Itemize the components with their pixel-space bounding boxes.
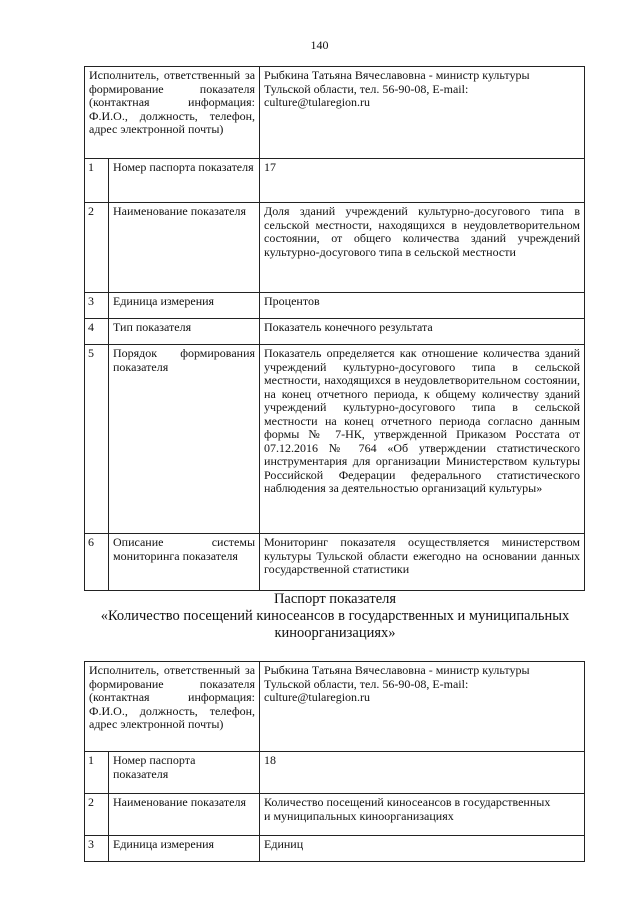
executor-line: Тульской области, тел. 56-90-08, E-mail: (264, 81, 469, 96)
executor-line: Рыбкина Татьяна Вячеславовна - министр культуры (264, 663, 530, 677)
executor-label: Исполнитель, ответственный за формирование показателя (контактная информация: Ф.И.О., должность, телефон, адрес электронной почты) (85, 662, 260, 752)
executor-line: Рыбкина Татьяна Вячеславовна - министр культуры (264, 68, 530, 82)
executor-label: Исполнитель, ответственный за формирование показателя (контактная информация: Ф.И.О., должность, телефон, адрес электронной почты) (85, 67, 260, 159)
row-number: 1 (85, 752, 109, 794)
row-number: 3 (85, 293, 109, 319)
passport-table-17 (84, 66, 585, 591)
row-number: 3 (85, 836, 109, 862)
executor-value (260, 662, 585, 752)
row-value: 18 (260, 752, 585, 794)
page-number: 140 (310, 38, 329, 52)
row-label: Единица измерения (109, 293, 260, 319)
row-label (109, 752, 260, 794)
row-value-line: Количество посещений киносеансов в государственных (264, 795, 551, 809)
row-value (260, 794, 585, 836)
table-row (85, 67, 585, 159)
executor-line: culture@tularegion.ru (264, 95, 371, 109)
row-value: 17 (260, 159, 585, 203)
row-value-line: и муниципальных киноорганизациях (264, 808, 454, 823)
row-value: Показатель конечного результата (260, 319, 585, 345)
table-row (85, 836, 585, 862)
row-number: 4 (85, 319, 109, 345)
table-row (85, 794, 585, 836)
executor-value (260, 67, 585, 159)
row-value: Показатель определяется как отношение количества зданий учреждений культурно-досугового типа в сельской местности, находящихся в неудовлетворительном состоянии, на конец отчетного периода, к общему количеству зданий учреждений культурно-досугового типа в сельской местности на конец отчетного периода согласно данным формы № 7-НК, утвержденной Приказом Росстата от 07.12.2016 № 764 «Об утверждении статистического инструментария для организации Министерством культуры Российской Федерации федерального статистического наблюдения за деятельностью организаций культуры» (260, 345, 585, 534)
passport-title-line: киноорганизациях» (274, 625, 396, 641)
table-row (85, 159, 585, 203)
row-number: 6 (85, 534, 109, 591)
row-number: 5 (85, 345, 109, 534)
row-number: 2 (85, 794, 109, 836)
row-number: 1 (85, 159, 109, 203)
table-row (85, 293, 585, 319)
row-value: Единиц (260, 836, 585, 862)
row-value: Мониторинг показателя осуществляется министерством культуры Тульской области ежегодно на основании данных государственной статистики (260, 534, 585, 591)
row-label-line: показателя (113, 766, 169, 781)
table-row (85, 203, 585, 293)
row-label: Наименование показателя (109, 794, 260, 836)
table-row (85, 345, 585, 534)
row-number: 2 (85, 203, 109, 293)
table-row (85, 752, 585, 794)
row-label: Наименование показателя (109, 203, 260, 293)
row-label: Описание системы мониторинга показателя (109, 534, 260, 591)
row-label: Единица измерения (109, 836, 260, 862)
passport-title (70, 591, 600, 642)
row-label-line: Номер паспорта (113, 753, 196, 767)
row-label: Тип показателя (109, 319, 260, 345)
table-row (85, 662, 585, 752)
row-value: Доля зданий учреждений культурно-досугового типа в сельской местности, находящихся в неудовлетворительном состоянии, от общего количества зданий учреждений культурно-досугового типа в сельской местности (260, 203, 585, 293)
executor-line: Тульской области, тел. 56-90-08, E-mail: (264, 676, 469, 691)
executor-line: culture@tularegion.ru (264, 690, 371, 704)
row-label: Порядок формирования показателя (109, 345, 260, 534)
table-row (85, 319, 585, 345)
passport-title-line: Паспорт показателя (273, 591, 397, 607)
table-row (85, 534, 585, 591)
passport-table-18 (84, 661, 585, 862)
row-value: Процентов (260, 293, 585, 319)
passport-title-line: «Количество посещений киносеансов в государственных и муниципальных (100, 608, 570, 624)
row-label: Номер паспорта показателя (109, 159, 260, 203)
